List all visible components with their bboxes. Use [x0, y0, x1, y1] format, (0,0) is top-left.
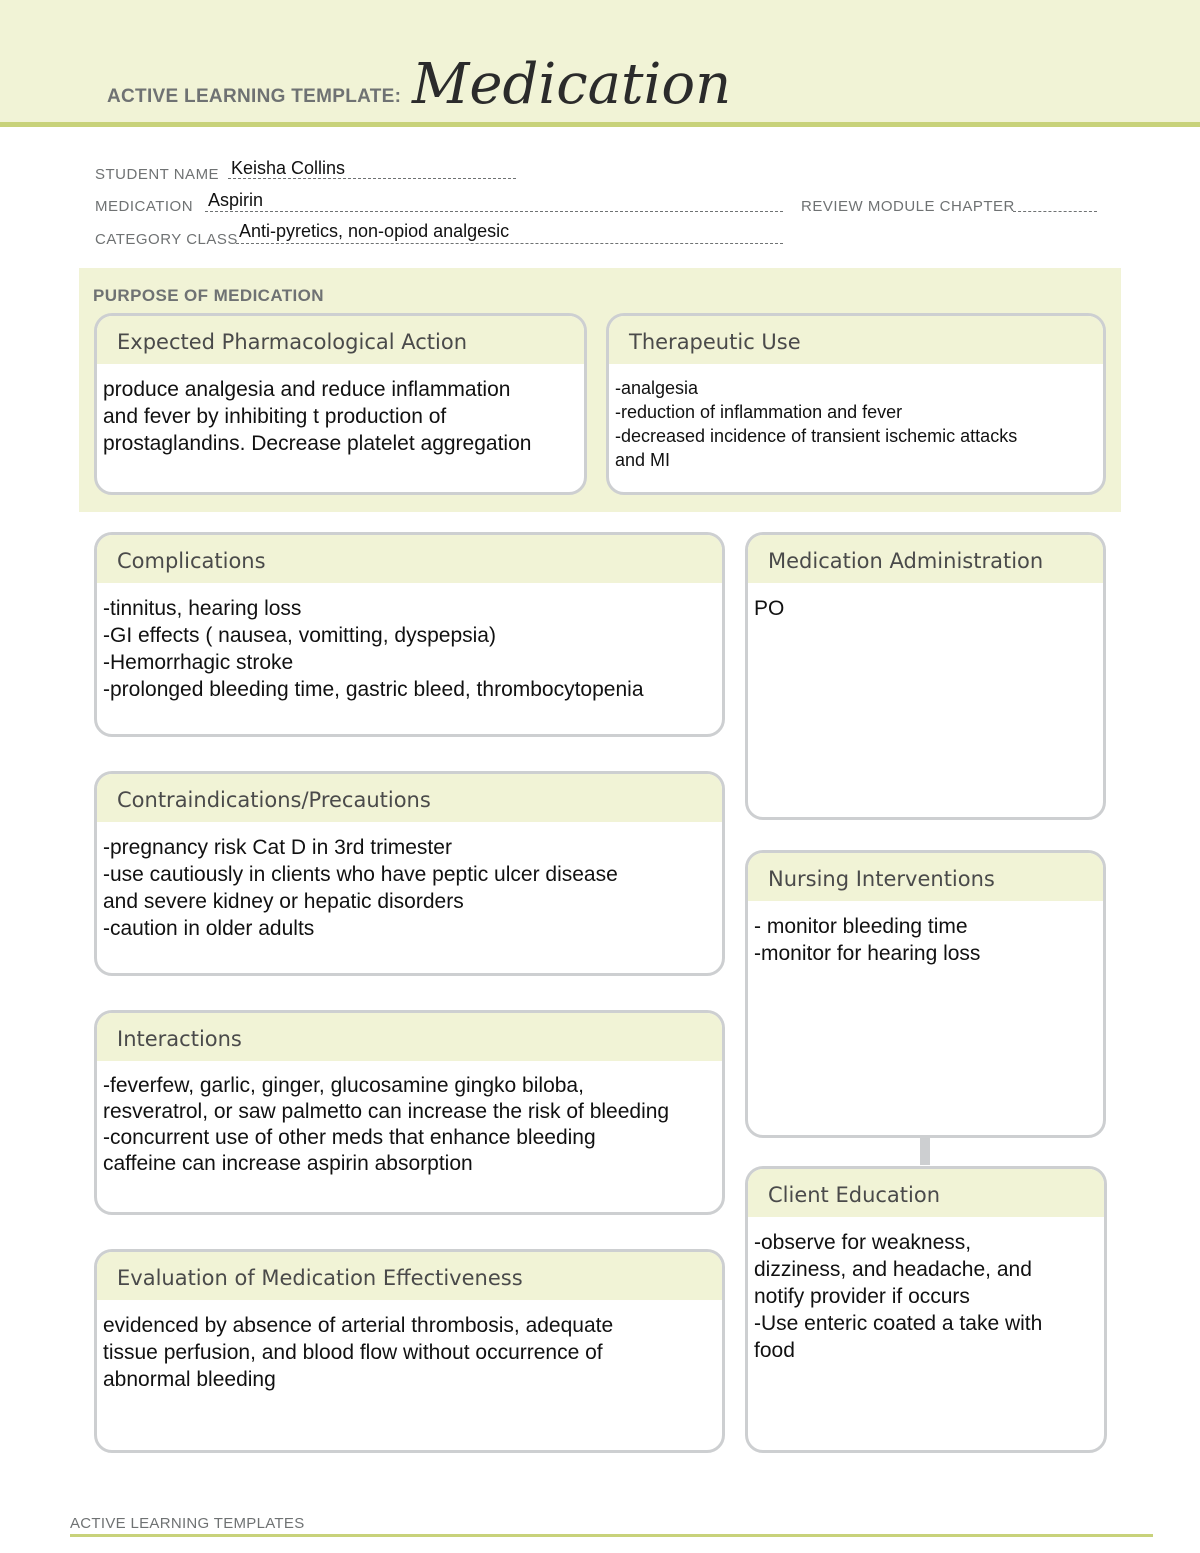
client-education-text[interactable]: -observe for weakness, dizziness, and headache, and notify provider if occurs -Use enteric coated a take with food	[754, 1231, 1043, 1362]
therapeutic-use-heading: Therapeutic Use	[609, 316, 1103, 366]
contraindications-heading: Contraindications/Precautions	[97, 774, 722, 824]
category-class-label: CATEGORY CLASS	[95, 231, 238, 248]
evaluation-text[interactable]: evidenced by absence of arterial thrombosis, adequate tissue perfusion, and blood flow without occurrence of abnormal bleeding	[103, 1314, 614, 1391]
footer-rule	[70, 1534, 1153, 1537]
evaluation-heading: Evaluation of Medication Effectiveness	[97, 1252, 722, 1302]
medication-field[interactable]: Aspirin	[208, 190, 264, 210]
expected-action-heading: Expected Pharmacological Action	[97, 316, 584, 366]
administration-text[interactable]: PO	[754, 597, 785, 620]
interactions-box	[94, 1010, 725, 1215]
administration-heading: Medication Administration	[748, 535, 1103, 585]
nursing-interventions-heading: Nursing Interventions	[748, 853, 1103, 903]
student-name-field[interactable]: Keisha Collins	[231, 158, 346, 178]
interactions-text[interactable]: -feverfew, garlic, ginger, glucosamine gingko biloba, resveratrol, or saw palmetto can increase the risk of bleeding -concurrent use of other meds that enhance bleeding caffeine can increase aspirin absorption	[103, 1074, 670, 1175]
complications-box	[94, 532, 725, 737]
template-label: ACTIVE LEARNING TEMPLATE:	[107, 86, 402, 107]
medication-label: MEDICATION	[95, 198, 194, 215]
nursing-interventions-box	[745, 850, 1106, 1138]
administration-box	[745, 532, 1106, 820]
review-module-label: REVIEW MODULE CHAPTER	[801, 198, 1015, 215]
header-rule	[0, 122, 1200, 127]
client-education-box	[745, 1166, 1107, 1453]
review-module-field[interactable]	[1013, 211, 1097, 212]
box-connector	[920, 1135, 930, 1165]
page-title: Medication	[412, 52, 732, 117]
purpose-label: PURPOSE OF MEDICATION	[93, 286, 324, 305]
expected-action-text[interactable]: produce analgesia and reduce inflammation and fever by inhibiting t production of prostaglandins. Decrease platelet aggregation	[103, 378, 532, 455]
evaluation-box	[94, 1249, 725, 1453]
client-education-heading: Client Education	[748, 1169, 1104, 1219]
complications-text[interactable]: -tinnitus, hearing loss -GI effects ( nausea, vomitting, dyspepsia) -Hemorrhagic stroke -prolonged bleeding time, gastric bleed, thrombocytopenia	[103, 597, 644, 701]
category-class-field[interactable]: Anti-pyretics, non-opiod analgesic	[239, 221, 510, 241]
category-class-line	[236, 243, 783, 244]
medication-line	[205, 211, 783, 212]
therapeutic-use-text[interactable]: -analgesia -reduction of inflammation and fever -decreased incidence of transient ischemic attacks and MI	[615, 378, 1018, 470]
contraindications-text[interactable]: -pregnancy risk Cat D in 3rd trimester -use cautiously in clients who have peptic ulcer disease and severe kidney or hepatic disorders -caution in older adults	[103, 836, 618, 940]
student-name-label: STUDENT NAME	[95, 166, 220, 183]
interactions-heading: Interactions	[97, 1013, 722, 1063]
therapeutic-use-box	[606, 313, 1106, 495]
footer-label: ACTIVE LEARNING TEMPLATES	[70, 1515, 305, 1532]
nursing-interventions-text[interactable]: - monitor bleeding time -monitor for hearing loss	[754, 915, 981, 965]
contraindications-box	[94, 771, 725, 976]
expected-action-box	[94, 313, 587, 495]
complications-heading: Complications	[97, 535, 722, 585]
